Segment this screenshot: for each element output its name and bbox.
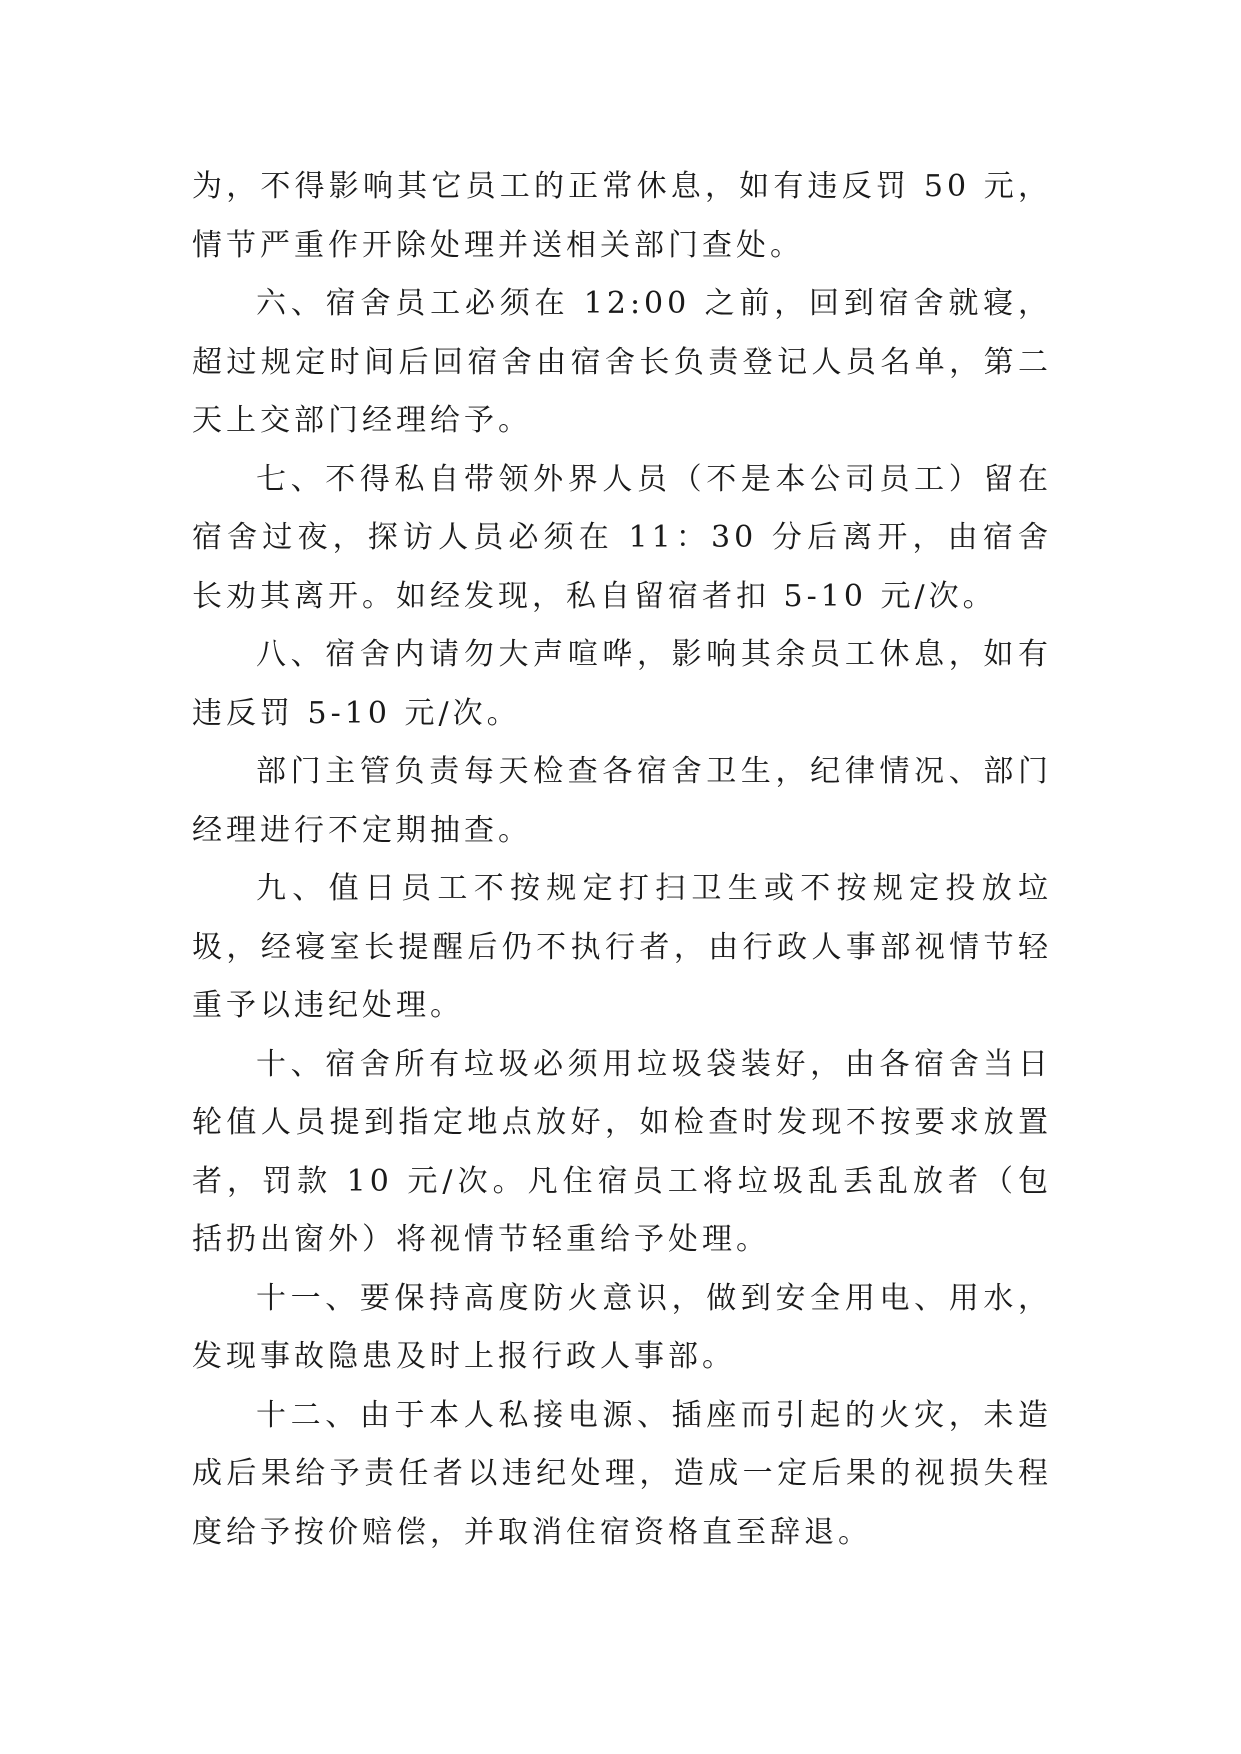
paragraph-rule-6: 六、宿舍员工必须在 12:00 之前，回到宿舍就寝，超过规定时间后回宿舍由宿舍长负责登记人员名单，第二天上交部门经理给予。 bbox=[192, 286, 1052, 438]
paragraph-inspection-note: 部门主管负责每天检查各宿舍卫生，纪律情况、部门经理进行不定期抽查。 bbox=[192, 754, 1052, 848]
paragraph-continuation: 为，不得影响其它员工的正常休息，如有违反罚 50 元，情节严重作开除处理并送相关部门查处。 bbox=[192, 169, 1052, 263]
paragraph-rule-9: 九、值日员工不按规定打扫卫生或不按规定投放垃圾，经寝室长提醒后仍不执行者，由行政人事部视情节轻重予以违纪处理。 bbox=[192, 871, 1052, 1023]
document-body bbox=[192, 158, 1052, 1562]
paragraph-rule-8: 八、宿舍内请勿大声喧哗，影响其余员工休息，如有违反罚 5-10 元/次。 bbox=[192, 637, 1052, 731]
paragraph-rule-7: 七、不得私自带领外界人员（不是本公司员工）留在宿舍过夜，探访人员必须在 11：30 分后离开，由宿舍长劝其离开。如经发现，私自留宿者扣 5-10 元/次。 bbox=[192, 461, 1052, 614]
paragraph-rule-12: 十二、由于本人私接电源、插座而引起的火灾，未造成后果给予责任者以违纪处理，造成一定后果的视损失程度给予按价赔偿，并取消住宿资格直至辞退。 bbox=[192, 1397, 1052, 1550]
paragraph-rule-11: 十一、要保持高度防火意识，做到安全用电、用水，发现事故隐患及时上报行政人事部。 bbox=[192, 1280, 1052, 1374]
paragraph-rule-10: 十、宿舍所有垃圾必须用垃圾袋装好，由各宿舍当日轮值人员提到指定地点放好，如检查时发现不按要求放置者，罚款 10 元/次。凡住宿员工将垃圾乱丢乱放者（包括扔出窗外）将视情节轻重给予处理。 bbox=[192, 1046, 1052, 1257]
